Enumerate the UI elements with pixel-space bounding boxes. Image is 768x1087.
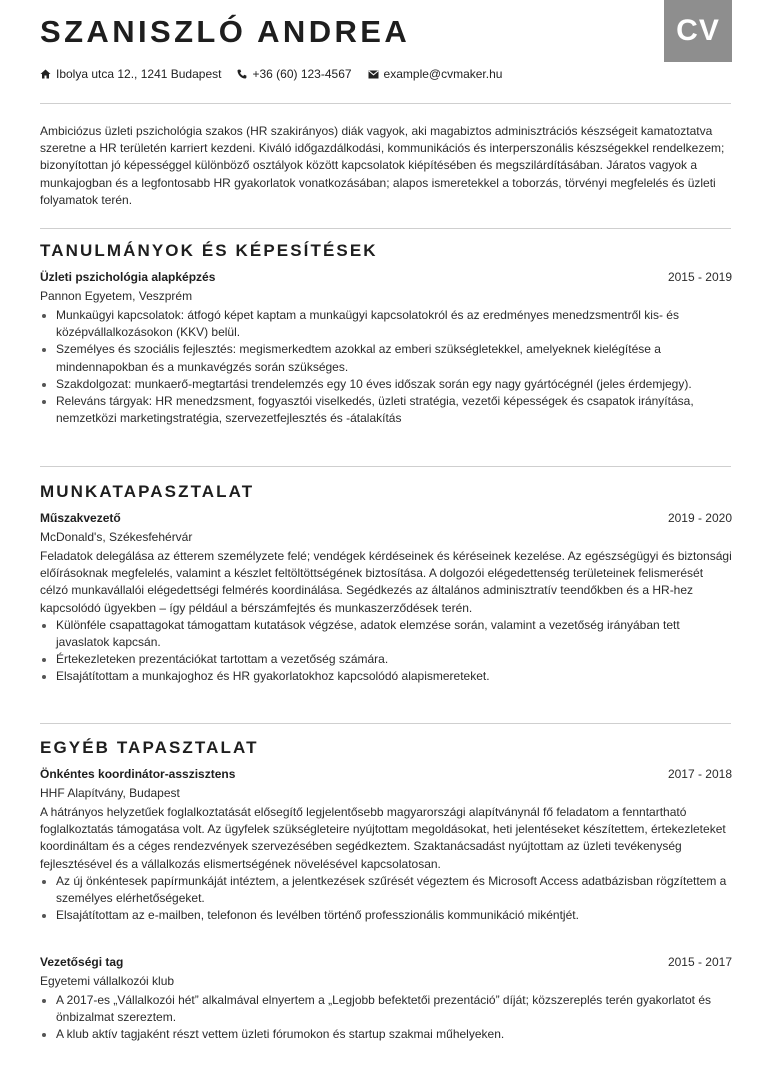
phone-text: +36 (60) 123-4567 [252,67,352,81]
divider [40,466,731,467]
home-icon [40,69,51,79]
entry-date: 2017 - 2018 [667,767,732,781]
list-item: Elsajátítottam az e-mailben, telefonon és levélben történő professzionális kommunikáció mikéntjét. [40,907,732,924]
cv-badge: CV [664,0,732,62]
list-item: A klub aktív tagjaként részt vettem üzleti fórumokon és startup szakmai műhelyeken. [40,1026,732,1043]
entry-title: Üzleti pszichológia alapképzés [40,270,216,284]
entry-title: Vezetőségi tag [40,955,124,969]
entry-date: 2019 - 2020 [667,511,732,525]
bullet-list [40,992,732,1044]
list-item: Különféle csapattagokat támogattam kutatások végzése, adatok elemzése során, valamint a vezetőség irányában tett javaslatok kapcsán. [40,617,732,651]
entry-title: Műszakvezető [40,511,121,525]
address-text: Ibolya utca 12., 1241 Budapest [56,67,222,81]
candidate-name: SZANISZLÓ ANDREA [40,14,411,49]
contact-address [40,67,221,81]
other-entry [40,767,732,924]
section-title-education: TANULMÁNYOK ÉS KÉPESÍTÉSEK [40,241,378,260]
entry-description: Feladatok delegálása az étterem személyzete felé; vendégek kérdéseinek és kéréseinek kezelése. Az egészségügyi és biztonsági előírásoknak megfelelés, valamint a készlet feltöltöttségének biztosítása. A dolgozói elégedettenség területeinek felismerését célzó munkavállalói elégedettségi felmérés koordinálása. Segédkezés az általános adminisztratív teendőkben és a HR-hez kapcsolódó ügyekben – így például a bérszámfejtés és munkaszerződések terén. [40,549,732,615]
list-item: Releváns tárgyak: HR menedzsment, fogyasztói viselkedés, üzleti stratégia, vezetői képességek és csapatok irányítása, nemzetközi marketingstratégia, szervezetfejlesztés és -átalakítás [40,393,732,427]
entry-header [40,767,732,784]
entry-header [40,511,732,528]
list-item: Szakdolgozat: munkaerő-megtartási trendelemzés egy 10 éves időszak során egy nagy gyártócégnél (jeles érdemjegy). [40,376,732,393]
bullet-list [40,873,732,925]
list-item: Személyes és szociális fejlesztés: megismerkedtem azokkal az emberi szükségletekkel, amelyeknek kielégítése a mindennapokban és a munkavégzés során szükséges. [40,341,732,375]
entry-header [40,270,732,287]
entry-header [40,955,732,972]
summary-text: Ambiciózus üzleti pszichológia szakos (HR szakirányos) diák vagyok, aki magabiztos adminisztrációs készségeit kamatoztatva szeretne a HR területén karriert kezdeni. Kiváló időgazdálkodási, kommunikációs és interperszonális készségekkel rendelkezem; bizonyítottan jó képességgel különböző osztályok között kapcsolatok kiépítésében és megszilárdításában. Járatos vagyok a munkajogban és a legfontosabb HR gyakorlatok vonatkozásában; alapos ismeretekkel a toborzás, törvényi megfelelés és üzleti folyamatok terén. [40,124,725,207]
entry-organization: Egyetemi vállalkozói klub [40,974,175,988]
list-item: Elsajátítottam a munkajoghoz és HR gyakorlatokhoz kapcsolódó alapismereteket. [40,668,732,685]
contact-email [368,67,503,81]
entry-date: 2015 - 2017 [667,955,732,969]
list-item: Az új önkéntesek papírmunkáját intéztem, a jelentkezések szűrését végeztem és Microsoft Access adatbázisban rögzítettem a személyes elérhetőségeket. [40,873,732,907]
entry-date: 2015 - 2019 [667,270,732,284]
entry-organization: HHF Alapítvány, Budapest [40,786,180,800]
list-item: A 2017-es „Vállalkozói hét” alkalmával elnyertem a „Legjobb befektetői prezentáció” díját; közszereplés terén gyakorlatot és önbizalmat szereztem. [40,992,732,1026]
contact-phone [237,67,351,81]
education-entry [40,270,732,427]
work-entry [40,511,732,686]
divider [40,103,731,104]
divider [40,228,731,229]
entry-title: Önkéntes koordinátor-asszisztens [40,767,236,781]
other-entry [40,955,732,1044]
envelope-icon [368,70,379,79]
list-item: Értekezleteken prezentációkat tartottam a vezetőség számára. [40,651,732,668]
divider [40,723,731,724]
phone-icon [237,69,247,79]
entry-organization: McDonald's, Székesfehérvár [40,530,193,544]
entry-organization: Pannon Egyetem, Veszprém [40,289,193,303]
list-item: Munkaügyi kapcsolatok: átfogó képet kaptam a munkaügyi kapcsolatokról és az eredményes menedzsmentről kis- és középvállalkozásokon (KKV) belül. [40,307,732,341]
contact-line [40,67,518,81]
section-title-work: MUNKATAPASZTALAT [40,482,255,501]
email-text: example@cvmaker.hu [383,67,503,81]
summary-section [40,123,732,209]
section-title-other: EGYÉB TAPASZTALAT [40,738,259,757]
bullet-list [40,617,732,686]
entry-description: A hátrányos helyzetűek foglalkoztatását elősegítő legjelentősebb magyarországi alapítványnál fő feladatom a fenntartható foglalkoztatás támogatása volt. Az ügyfelek szükségleteire nyújtottam megoldásokat, heti jelentéseket készítettem, értekezleteket koordináltam és a céges rendezvények szervezésében segédkeztem. Szaktanácsadást nyújtottam az üzleti tevékenység fejlesztésével és a vállalkozás elismertségének növelésével kapcsolatosan. [40,805,726,871]
bullet-list [40,307,732,427]
